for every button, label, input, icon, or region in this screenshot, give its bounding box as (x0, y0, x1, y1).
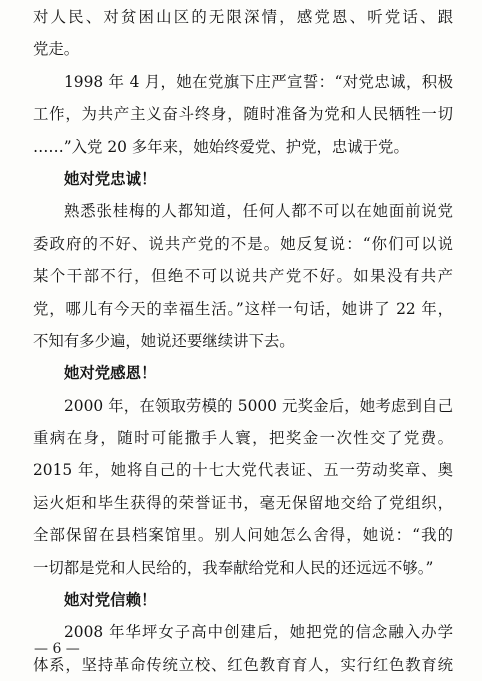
text-line: 2000 年，在领取劳模的 5000 元奖金后，她考虑到自己 (64, 396, 453, 415)
text-line: 委政府的不好、说共产党的不是。她反复说：“你们可以说 (33, 234, 453, 253)
section-heading: 她对党感恩！ (64, 364, 157, 383)
text-line: 全部保留在县档案馆里。别人问她怎么舍得，她说：“我的 (33, 526, 453, 545)
text-line: 体系，坚持革命传统立校、红色教育育人，实行红色教育统 (33, 655, 453, 674)
text-line: 2008 年华坪女子高中创建后，她把党的信念融入办学 (64, 623, 453, 642)
text-line: 重病在身，随时可能撒手人寰，把奖金一次性交了党费。 (33, 429, 453, 448)
page-number: — 6 — (34, 641, 80, 657)
text-line: 一切都是党和人民给的，我奉献给党和人民的还远远不够。” (33, 558, 434, 577)
section-heading: 她对党忠诚！ (64, 169, 157, 188)
text-line: 对人民、对贫困山区的无限深情，感党恩、听党话、跟 (33, 8, 453, 26)
text-line: 熟悉张桂梅的人都知道，任何人都不可以在她面前说党 (64, 202, 453, 221)
text-line: 某个干部不行，但绝不可以说共产党不好。如果没有共产 (33, 267, 453, 286)
text-line: 1998 年 4 月，她在党旗下庄严宣誓：“对党忠诚，积极 (64, 72, 453, 91)
text-line: ……”入党 20 多年来，她始终爱党、护党，忠诚于党。 (33, 137, 409, 156)
text-line: 工作，为共产主义奋斗终身，随时准备为党和人民牺牲一切 (33, 105, 453, 124)
text-line: 2015 年，她将自己的十七大党代表证、五一劳动奖章、奥 (33, 461, 453, 480)
document-body (33, 1, 453, 681)
text-line: 不知有多少遍，她说还要继续讲下去。 (33, 331, 295, 350)
text-line: 运火炬和毕生获得的荣誉证书，毫无保留地交给了党组织， (33, 493, 453, 512)
text-line: 党走。 (33, 40, 80, 59)
text-line: 党，哪儿有今天的幸福生活。”这样一句话，她讲了 22 年， (33, 299, 453, 318)
section-heading: 她对党信赖！ (64, 591, 157, 610)
